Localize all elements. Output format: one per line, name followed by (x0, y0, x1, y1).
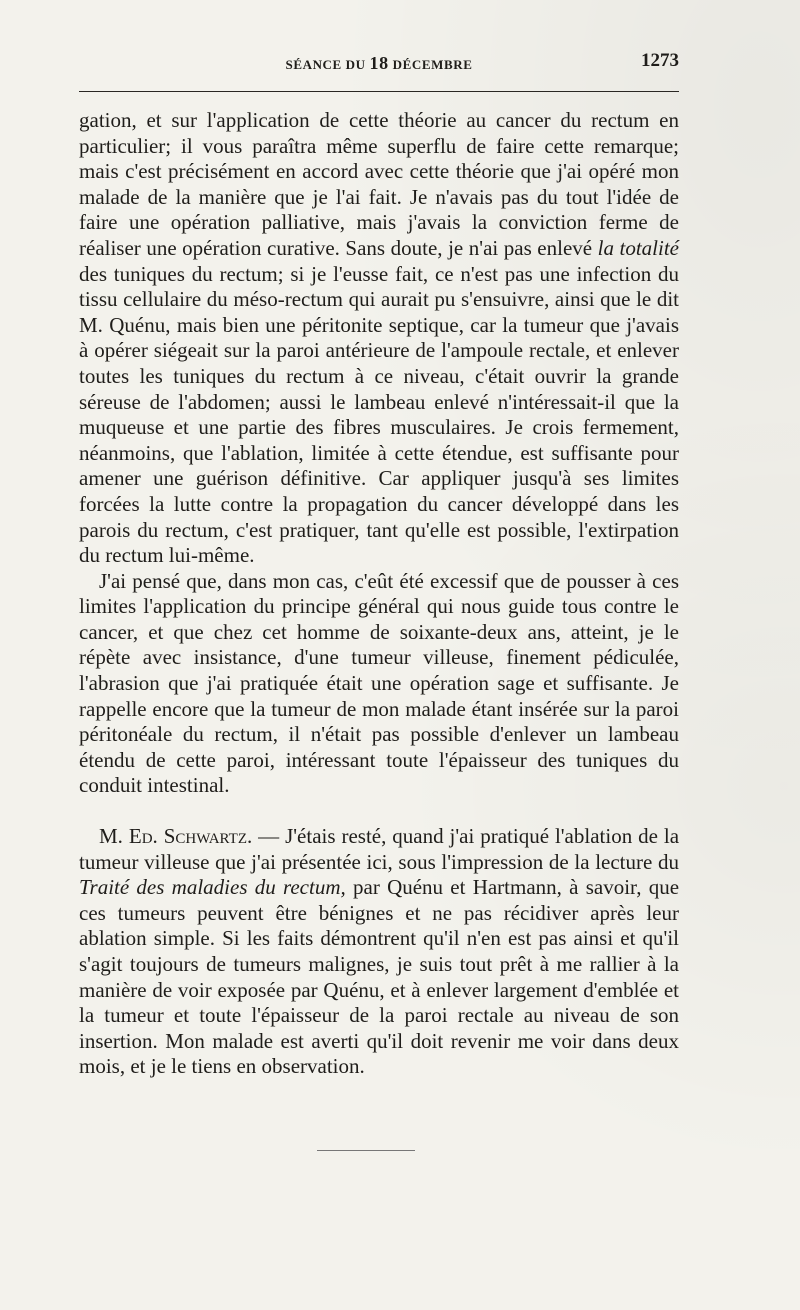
running-title-month: DÉCEMBRE (392, 57, 473, 72)
speaker-name: Ed. Schwartz. (128, 824, 253, 849)
running-title-prefix: SÉANCE DU (285, 57, 366, 72)
end-rule (317, 1150, 415, 1151)
page-number: 1273 (641, 50, 679, 71)
header-rule (79, 91, 679, 92)
paragraph-2 (79, 569, 679, 799)
speaker-prefix: M. (99, 824, 123, 849)
body-text (79, 108, 679, 1080)
paragraph-1-part-1: gation, et sur l'application de cette théorie au cancer du rectum en particulier; il vous paraîtra même superflu de faire cette remarque; mais c'est précisément en accord avec cette théorie que j'ai opéré mon malade de la manière que je l'ai fait. Je n'avais pas du tout l'idée de faire une opération palliative, mais j'avais la conviction ferme de réaliser une opération curative. Sans doute, je n'ai pas enlevé (79, 108, 679, 260)
running-title-day: 18 (369, 53, 389, 73)
paragraph-3-part-1: — J'étais resté, quand j'ai pratiqué l'ablation de la tumeur villeuse que j'ai présentée ici, sous l'impression de la lecture du (79, 824, 680, 874)
paragraph-2-text: J'ai pensé que, dans mon cas, c'eût été excessif que de pousser à ces limites l'application du principe général qui nous guide tous contre le cancer, et que chez cet homme de soixante-deux ans, atteint, je le répète avec insistance, d'une tumeur villeuse, finement pédiculée, l'abrasion que j'ai pratiquée était une opération sage et suffisante. Je rappelle encore que la tumeur de mon malade étant insérée sur la paroi péritonéale du rectum, il n'était pas possible d'enlever un lambeau étendu de cette paroi, intéressant toute l'épaisseur des tuniques du conduit intestinal. (79, 568, 679, 798)
paragraph-3-italic: Traité des maladies du rectum, (79, 875, 346, 900)
page-header (79, 50, 679, 74)
paragraph-continuation (79, 108, 679, 569)
paragraph-3-part-2: par Quénu et Hartmann, à savoir, que ces tumeurs peuvent être bénignes et ne pas récidiver après leur ablation simple. Si les faits démontrent qu'il n'en est pas ainsi et qu'il s'agit toujours de tumeurs malignes, je suis tout prêt à me rallier à la manière de voir exposée par Quénu, et à enlever largement d'emblée et la tumeur et toute l'épaisseur de la paroi rectale au niveau de son insertion. Mon malade est averti qu'il doit revenir me voir dans deux mois, et je le tiens en observation. (79, 875, 680, 1079)
paragraph-1-part-2: des tuniques du rectum; si je l'eusse fait, ce n'est pas une infection du tissu cellulaire du méso-rectum qui aurait pu s'ensuivre, ainsi que le dit M. Quénu, mais bien une péritonite septique, car la tumeur que j'avais à opérer siégeait sur la paroi antérieure de l'ampoule rectale, et enlever toutes les tuniques du rectum à ce niveau, c'était ouvrir la grande séreuse de l'abdomen; aussi le lambeau enlevé n'intéressait-il que la muqueuse et une partie des fibres musculaires. Je crois fermement, néanmoins, que l'ablation, limitée à cette étendue, est suffisante pour amener une guérison définitive. Car appliquer jusqu'à ses limites forcées la lutte contre la propagation du cancer développé dans les parois du rectum, c'est pratiquer, tant qu'elle est possible, l'extirpation du rectum lui-même. (79, 261, 679, 568)
paragraph-1-italic: la totalité (597, 235, 680, 260)
running-title (79, 53, 679, 74)
paragraph-3 (79, 824, 679, 1080)
